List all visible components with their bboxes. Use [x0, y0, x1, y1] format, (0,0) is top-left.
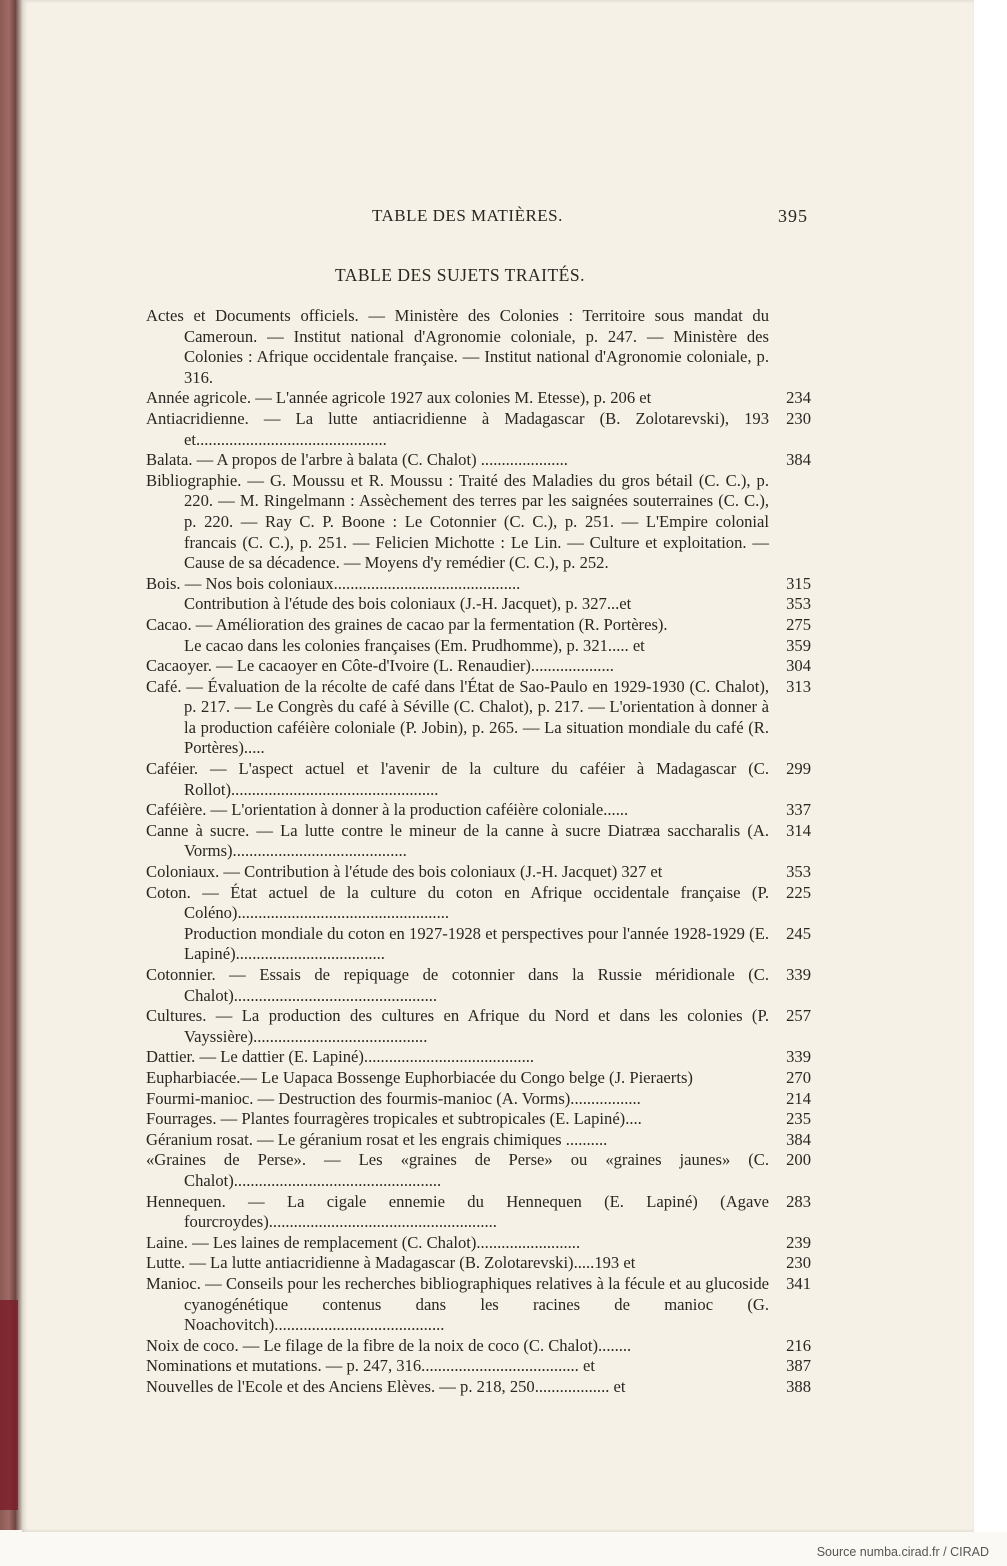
index-entry-text: Actes et Documents officiels. — Ministère des Colonies : Territoire sous mandat du Cameroun. — Institut national d'Agronomie coloniale, p. 247. — Ministère des Colonies : Afrique occidentale française. — Institut national d'Agronomie coloniale, p. 316.: [146, 306, 769, 387]
index-entry: [146, 388, 811, 409]
index-entry: [146, 1047, 811, 1068]
index-entry-text: Cultures. — La production des cultures en Afrique du Nord et dans les colonies (P. Vayssière)..........................................: [146, 1006, 769, 1046]
index-entry: [146, 965, 811, 1006]
index-entry: [146, 1336, 811, 1357]
index-entry-page: [769, 306, 811, 388]
index-entry-text: Cotonnier. — Essais de repiquage de cotonnier dans la Russie méridionale (C. Chalot).................................................: [146, 965, 769, 1005]
index-entry-page: 230: [786, 408, 811, 428]
index-entry-page: 384: [786, 450, 811, 470]
index-entry-text: Eupharbiacée.— Le Uapaca Bossenge Euphorbiacée du Congo belge (J. Pieraerts): [146, 1067, 693, 1087]
index-entry: [146, 800, 811, 821]
index-entry: [146, 615, 811, 636]
index-entry: [146, 1006, 811, 1047]
index-entry: [146, 656, 811, 677]
index-entry-page: 283: [786, 1191, 811, 1211]
index-entry: [146, 409, 811, 450]
index-entry-page: 275: [786, 614, 811, 634]
index-entry-page: 299: [786, 759, 811, 779]
index-entry: [146, 1233, 811, 1254]
index-entry-page: 353: [786, 594, 811, 614]
page-number: 395: [778, 206, 808, 226]
index-entry-page: 315: [786, 573, 811, 593]
section-title: TABLE DES SUJETS TRAITÉS.: [335, 265, 585, 285]
index-entry-text: Noix de coco. — Le filage de la fibre de la noix de coco (C. Chalot)........: [146, 1335, 632, 1355]
index-entry: [146, 574, 811, 595]
index-entry: [146, 1377, 811, 1398]
index-entry: [146, 1274, 811, 1336]
index-entry-text: Bois. — Nos bois coloniaux.............................................: [146, 573, 521, 593]
index-entry-page: 359: [786, 635, 811, 655]
index-entry-text: Canne à sucre. — La lutte contre le mineur de la canne à sucre Diatræa saccharalis (A. Vorms)..........................................: [146, 820, 769, 861]
index-entry: [146, 636, 811, 657]
index-entry: [146, 1068, 811, 1089]
index-entry-text: Contribution à l'étude des bois coloniaux (J.-H. Jacquet), p. 327...et: [184, 594, 632, 614]
index-entry-page: 337: [786, 800, 811, 820]
index-entry: [146, 1109, 811, 1130]
index-entry-text: Caféier. — L'aspect actuel et l'avenir de la culture du caféier à Madagascar (C. Rollot)..................................................: [146, 759, 769, 799]
index-entry-text: Fourmi-manioc. — Destruction des fourmis-manioc (A. Vorms).................: [146, 1088, 641, 1108]
index-entry-text: Cacao. — Amélioration des graines de cacao par la fermentation (R. Portères).: [146, 614, 668, 634]
index-entry: [146, 883, 811, 924]
index-entry-page: 387: [786, 1356, 811, 1376]
index-entry-text: Fourrages. — Plantes fourragères tropicales et subtropicales (E. Lapiné)....: [146, 1109, 642, 1129]
index-entry-text: Hennequen. — La cigale ennemie du Hennequen (E. Lapiné) (Agave fourcroydes).......................................................: [146, 1191, 769, 1232]
index-entry-text: Antiacridienne. — La lutte antiacridienne à Madagascar (B. Zolotarevski), 193 et..............................................: [146, 408, 769, 449]
index-entry-text: Café. — Évaluation de la récolte de café dans l'État de Sao-Paulo en 1929-1930 (C. Chalot), p. 217. — Le Congrès du café à Séville (C. Chalot), p. 217. — L'orientation à donner à la production caféière coloniale (P. Jobin), p. 265. — La situation mondiale du café (R. Portères).....: [146, 676, 769, 758]
running-head: TABLE DES MATIÈRES.: [372, 206, 563, 225]
index-entry-text: Manioc. — Conseils pour les recherches bibliographiques relatives à la fécule et au glucoside cyanogénétique contenus dans les racines de manioc (G. Noachovitch).........................................: [146, 1273, 769, 1335]
index-entry-text: Lutte. — La lutte antiacridienne à Madagascar (B. Zolotarevski).....193 et: [146, 1253, 636, 1273]
index-entry: [146, 594, 811, 615]
index-entry: [146, 1089, 811, 1110]
index-entry-page: [769, 471, 811, 574]
index-entry: [146, 821, 811, 862]
index-entry: [146, 1192, 811, 1233]
index-entry-page: 245: [786, 923, 811, 943]
index-entry-text: Nominations et mutations. — p. 247, 316...................................... et: [146, 1356, 595, 1376]
index-entry-page: 214: [786, 1088, 811, 1108]
index-entry-page: 234: [786, 388, 811, 408]
index-entry-text: Cacaoyer. — Le cacaoyer en Côte-d'Ivoire (L. Renaudier)....................: [146, 656, 614, 676]
index-entry-text: Nouvelles de l'Ecole et des Anciens Elèves. — p. 218, 250.................. et: [146, 1376, 626, 1396]
index-entry-page: 339: [786, 1047, 811, 1067]
index-entry-page: 225: [786, 882, 811, 902]
index-entry-text: Production mondiale du coton en 1927-1928 et perspectives pour l'année 1928-1929 (E. Lapiné)....................................: [184, 923, 769, 964]
index-entry-page: 384: [786, 1129, 811, 1149]
index-entry-text: Bibliographie. — G. Moussu et R. Moussu : Traité des Maladies du gros bétail (C. C.), p. 220. — M. Ringelmann : Assèchement des terres par les saignées souterraines (C. C.), p. 220. — Ray C. P. Boone : Le Cotonnier (C. C.), p. 251. — L'Empire colonial francais (C. C.), p. 251. — Felicien Michotte : Le Lin. — Culture et exploitation. — Cause de sa décadence. — Moyens d'y remédier (C. C.), p. 252.: [146, 470, 769, 573]
index-entry: [146, 1356, 811, 1377]
index-entry-text: Géranium rosat. — Le géranium rosat et les engrais chimiques ..........: [146, 1129, 608, 1149]
index-entry-page: 304: [786, 656, 811, 676]
index-entry: [146, 450, 811, 471]
index-entry: [146, 759, 811, 800]
index-entry-page: 235: [786, 1109, 811, 1129]
index-entry: [146, 471, 811, 574]
index-entry-text: Année agricole. — L'année agricole 1927 aux colonies M. Etesse), p. 206 et: [146, 388, 652, 408]
index-entry-text: Dattier. — Le dattier (E. Lapiné).........................................: [146, 1047, 535, 1067]
index-entry-page: 257: [786, 1006, 811, 1026]
index-entry-page: 313: [786, 676, 811, 696]
source-footer: Source numba.cirad.fr / CIRAD: [816, 1545, 989, 1559]
index-entry-page: 216: [786, 1335, 811, 1355]
index-entry-page: 353: [786, 862, 811, 882]
index-entry-text: Balata. — A propos de l'arbre à balata (C. Chalot) .....................: [146, 450, 568, 470]
index-entry: [146, 1130, 811, 1151]
index-entry: [146, 306, 811, 388]
index-entry-text: Coton. — État actuel de la culture du coton en Afrique occidentale française (P. Coléno)...................................................: [146, 882, 769, 923]
page-margin: [974, 0, 1007, 1532]
index-entry: [146, 1150, 811, 1191]
index-entry-page: 230: [786, 1253, 811, 1273]
index-entry-page: 341: [786, 1273, 811, 1293]
index-entry-page: 388: [786, 1376, 811, 1396]
index-entry: [146, 1253, 811, 1274]
index-entry-page: 314: [786, 820, 811, 840]
index-entry: [146, 924, 811, 965]
index-entry-text: Le cacao dans les colonies françaises (Em. Prudhomme), p. 321..... et: [184, 635, 645, 655]
index-entry-page: 239: [786, 1232, 811, 1252]
index-entry-page: 270: [786, 1067, 811, 1087]
index-entry-text: «Graines de Perse». — Les «graines de Perse» ou «graines jaunes» (C. Chalot)..................................................: [146, 1150, 769, 1190]
binding-red-cloth: [0, 1300, 18, 1510]
index-entries: [146, 306, 811, 1397]
index-entry: [146, 862, 811, 883]
index-entry: [146, 677, 811, 759]
index-entry-text: Coloniaux. — Contribution à l'étude des bois coloniaux (J.-H. Jacquet) 327 et: [146, 862, 663, 882]
index-entry-text: Laine. — Les laines de remplacement (C. Chalot).........................: [146, 1232, 581, 1252]
index-entry-page: 200: [786, 1150, 811, 1170]
index-entry-page: 339: [786, 965, 811, 984]
index-entry-text: Caféière. — L'orientation à donner à la production caféière coloniale......: [146, 800, 629, 820]
